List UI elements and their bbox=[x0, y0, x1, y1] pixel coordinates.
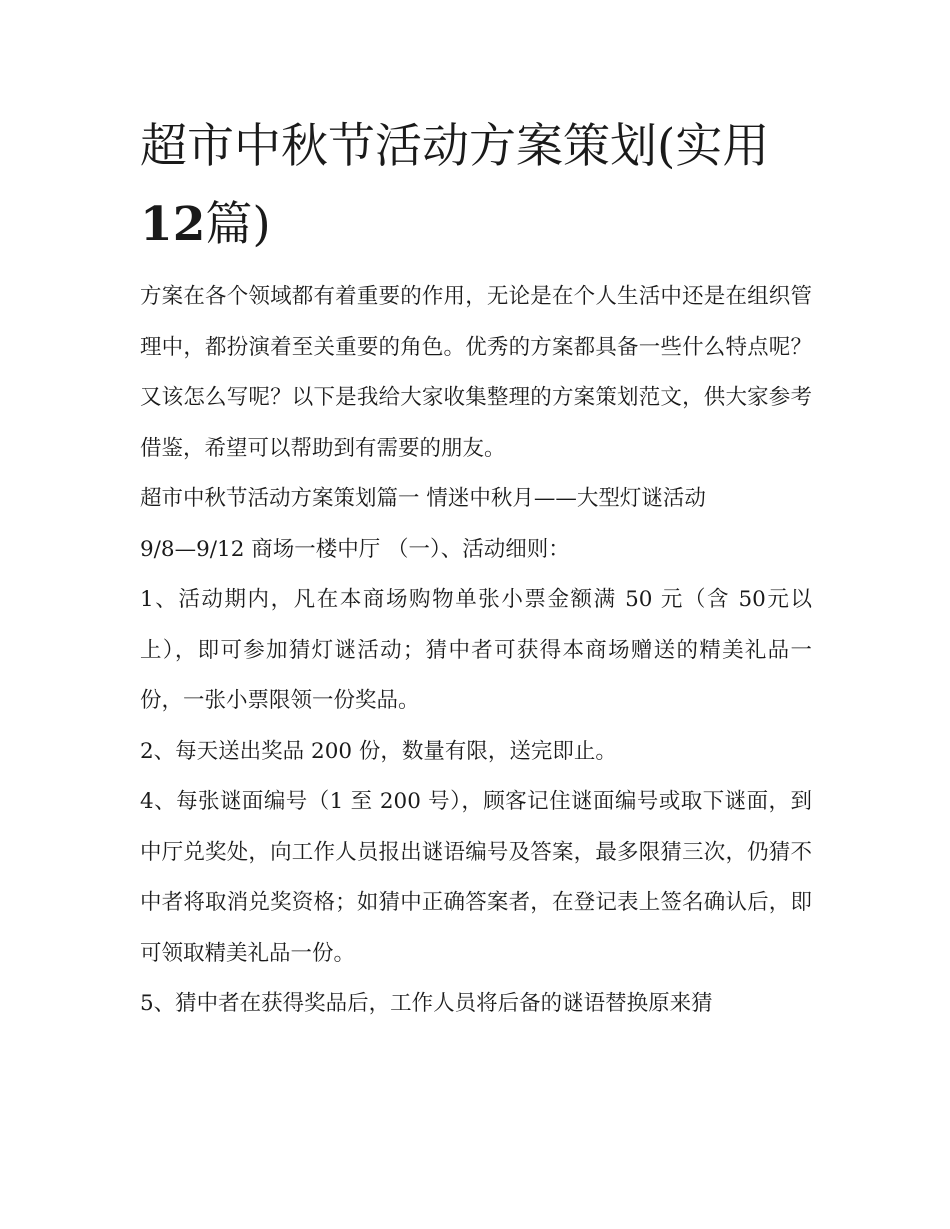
document-page bbox=[140, 108, 812, 1030]
paragraph-rule-4: 4、每张谜面编号（1 至 200 号），顾客记住谜面编号或取下谜面，到中厅兑奖处，向工作人员报出谜语编号及答案，最多限猜三次，仍猜不中者将取消兑奖资格；如猜中正确答案者，在登记表上签名确认后，即可领取精美礼品一份。 bbox=[140, 789, 812, 966]
paragraph-rule-1: 1、活动期内，凡在本商场购物单张小票金额满 50 元（含 50元以上），即可参加猜灯谜活动；猜中者可获得本商场赠送的精美礼品一份，一张小票限领一份奖品。 bbox=[140, 587, 812, 713]
paragraph-rule-5: 5、猜中者在获得奖品后，工作人员将后备的谜语替换原来猜 bbox=[140, 991, 713, 1016]
paragraph-date-location: 9/8—9/12 商场一楼中厅 （一）、活动细则： bbox=[140, 536, 570, 562]
paragraph-intro: 方案在各个领域都有着重要的作用，无论是在个人生活中还是在组织管理中，都扮演着至关重要的角色。优秀的方案都具备一些什么特点呢？又该怎么写呢？以下是我给大家收集整理的方案策划范文，供大家参考借鉴，希望可以帮助到有需要的朋友。 bbox=[140, 284, 812, 461]
document-title: 超市中秋节活动方案策划(实用12篇) bbox=[140, 119, 770, 252]
paragraph-rule-2: 2、每天送出奖品 200 份，数量有限，送完即止。 bbox=[140, 738, 617, 764]
paragraph-section-heading: 超市中秋节活动方案策划篇一 情迷中秋月——大型灯谜活动 bbox=[140, 486, 706, 511]
